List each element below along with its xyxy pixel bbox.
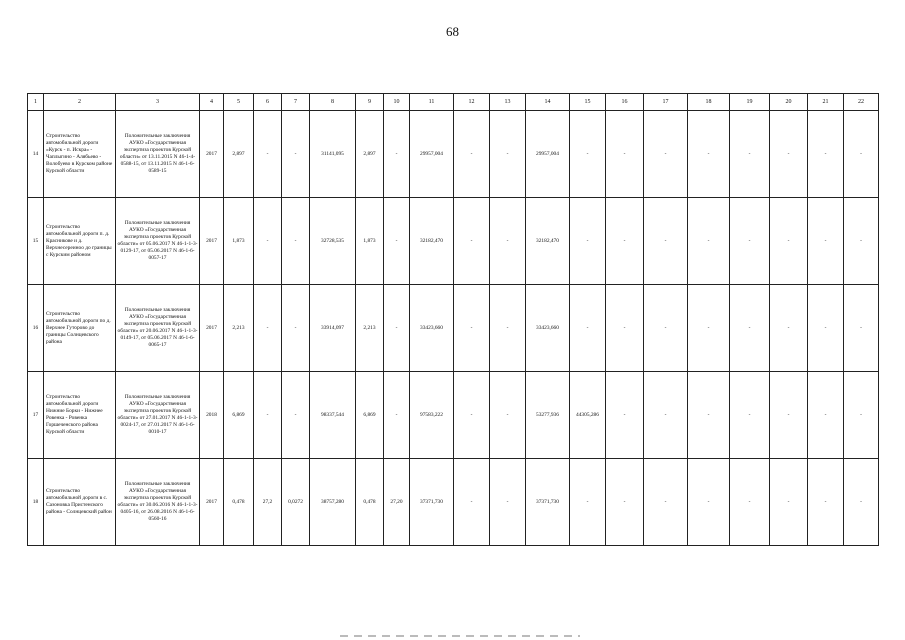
value-cell: - — [770, 459, 808, 546]
page-number: 68 — [446, 24, 459, 39]
value-cell: 32182,470 — [526, 198, 570, 285]
value-cell: 98337,544 — [310, 372, 356, 459]
value-cell: 1,873 — [356, 198, 384, 285]
value-cell: - — [606, 372, 644, 459]
value-cell: - — [282, 111, 310, 198]
basis-cell: Положительные заключения АУКО «Государственная экспертиза проектов Курской области» от 05.06.2017 N 46-1-1-3-0129-17, от 05.06.2017 N 46-1-6-0057-17 — [116, 198, 200, 285]
header-cell: 2 — [44, 94, 116, 111]
value-cell: 6,869 — [224, 372, 254, 459]
value-cell: 0,478 — [356, 459, 384, 546]
value-cell: - — [808, 111, 844, 198]
header-cell: 18 — [688, 94, 730, 111]
value-cell: - — [254, 372, 282, 459]
header-row — [28, 94, 879, 111]
value-cell: - — [384, 285, 410, 372]
value-cell: 33914,097 — [310, 285, 356, 372]
object-name-cell: Строительство автомобильной дороги «Курск - п. Искра» - Чаплыгино - Алябьево - Волобуево в Курском районе Курской области — [44, 111, 116, 198]
value-cell: - — [808, 459, 844, 546]
value-cell: - — [644, 198, 688, 285]
object-name-cell: Строительство автомобильной дороги Нижние Борки - Нижнее Ровенка - Ровенка Горшеченского района Курской области — [44, 372, 116, 459]
row-number-cell: 16 — [28, 285, 44, 372]
value-cell: - — [770, 198, 808, 285]
value-cell: - — [808, 198, 844, 285]
row-number-cell: 17 — [28, 372, 44, 459]
value-cell: - — [644, 372, 688, 459]
value-cell: 1,873 — [224, 198, 254, 285]
value-cell: - — [770, 285, 808, 372]
value-cell: - — [688, 459, 730, 546]
value-cell: - — [454, 198, 490, 285]
object-name-cell: Строительство автомобильной дороги по д. Верхнее Гуторово до границы Солнцевского района — [44, 285, 116, 372]
header-cell: 21 — [808, 94, 844, 111]
header-cell: 22 — [844, 94, 879, 111]
table-row — [28, 285, 879, 372]
value-cell: - — [490, 372, 526, 459]
table-row — [28, 198, 879, 285]
value-cell: 37371,730 — [526, 459, 570, 546]
value-cell: - — [606, 111, 644, 198]
value-cell: 2017 — [200, 285, 224, 372]
value-cell: - — [770, 111, 808, 198]
basis-cell: Положительные заключения АУКО «Государственная экспертиза проектов Курской области» от 20.06.2017 N 46-1-1-3-0149-17, от 05.06.2017 N 46-1-6-0065-17 — [116, 285, 200, 372]
table-row — [28, 459, 879, 546]
value-cell: - — [644, 285, 688, 372]
value-cell: - — [454, 459, 490, 546]
table-row — [28, 372, 879, 459]
basis-cell: Положительные заключения АУКО «Государственная экспертиза проектов Курской области» от 27.01.2017 N 46-1-1-3-0024-17, от 27.01.2017 N 46-1-6-0010-17 — [116, 372, 200, 459]
value-cell: 0,478 — [224, 459, 254, 546]
value-cell: - — [844, 198, 879, 285]
value-cell: - — [454, 285, 490, 372]
header-cell: 5 — [224, 94, 254, 111]
header-cell: 7 — [282, 94, 310, 111]
header-cell: 10 — [384, 94, 410, 111]
header-cell: 15 — [570, 94, 606, 111]
value-cell: 33423,660 — [526, 285, 570, 372]
value-cell: - — [730, 372, 770, 459]
value-cell: 2018 — [200, 372, 224, 459]
row-number-cell: 15 — [28, 198, 44, 285]
header-cell: 11 — [410, 94, 454, 111]
value-cell: 2017 — [200, 459, 224, 546]
basis-cell: Положительные заключения АУКО «Государственная экспертиза проектов Курской области» от 13.11.2015 N 46-1-4-0588-15, от 13.11.2015 N 46-1-6-0589-15 — [116, 111, 200, 198]
value-cell: - — [384, 198, 410, 285]
header-cell: 4 — [200, 94, 224, 111]
value-cell: 0,0272 — [282, 459, 310, 546]
value-cell: 38757,280 — [310, 459, 356, 546]
value-cell: - — [844, 459, 879, 546]
value-cell: - — [730, 198, 770, 285]
value-cell: - — [454, 111, 490, 198]
value-cell: - — [808, 285, 844, 372]
value-cell: 29957,004 — [526, 111, 570, 198]
value-cell: - — [844, 285, 879, 372]
object-name-cell: Строительство автомобильной дороги в с. Сазоновка Пристенского района - Солнцевский район — [44, 459, 116, 546]
value-cell: 27,20 — [384, 459, 410, 546]
header-cell: 13 — [490, 94, 526, 111]
header-cell: 1 — [28, 94, 44, 111]
header-cell: 9 — [356, 94, 384, 111]
value-cell: - — [254, 285, 282, 372]
value-cell: - — [570, 285, 606, 372]
object-name-cell: Строительство автомобильной дороги п. д. Красникове и д. Верхнесереиноо до границы с Курским районом — [44, 198, 116, 285]
value-cell: - — [490, 285, 526, 372]
header-cell: 20 — [770, 94, 808, 111]
header-cell: 16 — [606, 94, 644, 111]
value-cell: - — [384, 111, 410, 198]
scan-artifact — [340, 635, 580, 637]
value-cell: - — [490, 111, 526, 198]
value-cell: - — [454, 372, 490, 459]
value-cell: - — [844, 372, 879, 459]
header-cell: 12 — [454, 94, 490, 111]
value-cell: - — [770, 372, 808, 459]
value-cell: - — [282, 198, 310, 285]
value-cell: - — [570, 111, 606, 198]
value-cell: - — [570, 459, 606, 546]
value-cell: 2,213 — [224, 285, 254, 372]
value-cell: - — [570, 198, 606, 285]
value-cell: - — [606, 285, 644, 372]
value-cell: - — [606, 459, 644, 546]
value-cell: 2,213 — [356, 285, 384, 372]
value-cell: 2,897 — [356, 111, 384, 198]
value-cell: 27,2 — [254, 459, 282, 546]
value-cell: 32182,470 — [410, 198, 454, 285]
value-cell: - — [254, 198, 282, 285]
value-cell: 37371,730 — [410, 459, 454, 546]
value-cell: - — [688, 198, 730, 285]
value-cell: - — [844, 111, 879, 198]
value-cell: 6,869 — [356, 372, 384, 459]
value-cell: 32728,535 — [310, 198, 356, 285]
basis-cell: Положительные заключения АУКО «Государственная экспертиза проектов Курской области» от 30.06.2016 N 46-1-1-3-0405-16, от 26.08.2016 N 46-1-6-0560-16 — [116, 459, 200, 546]
value-cell: 44305,286 — [570, 372, 606, 459]
table-row — [28, 111, 879, 198]
value-cell: - — [490, 198, 526, 285]
row-number-cell: 14 — [28, 111, 44, 198]
value-cell: - — [688, 111, 730, 198]
value-cell: 53277,936 — [526, 372, 570, 459]
value-cell: 2017 — [200, 198, 224, 285]
value-cell: 33423,660 — [410, 285, 454, 372]
value-cell: - — [606, 198, 644, 285]
value-cell: 29957,004 — [410, 111, 454, 198]
header-cell: 3 — [116, 94, 200, 111]
value-cell: 97583,222 — [410, 372, 454, 459]
value-cell: - — [254, 111, 282, 198]
header-cell: 14 — [526, 94, 570, 111]
value-cell: 2017 — [200, 111, 224, 198]
value-cell: 2,897 — [224, 111, 254, 198]
value-cell: - — [490, 459, 526, 546]
value-cell: - — [730, 285, 770, 372]
value-cell: - — [688, 285, 730, 372]
header-cell: 6 — [254, 94, 282, 111]
value-cell: - — [644, 459, 688, 546]
header-cell: 19 — [730, 94, 770, 111]
value-cell: - — [808, 372, 844, 459]
value-cell: - — [282, 285, 310, 372]
value-cell: - — [644, 111, 688, 198]
data-table — [27, 93, 879, 546]
value-cell: - — [384, 372, 410, 459]
value-cell: - — [688, 372, 730, 459]
value-cell: - — [730, 111, 770, 198]
row-number-cell: 18 — [28, 459, 44, 546]
header-cell: 17 — [644, 94, 688, 111]
value-cell: 31141,095 — [310, 111, 356, 198]
value-cell: - — [730, 459, 770, 546]
header-cell: 8 — [310, 94, 356, 111]
value-cell: - — [282, 372, 310, 459]
